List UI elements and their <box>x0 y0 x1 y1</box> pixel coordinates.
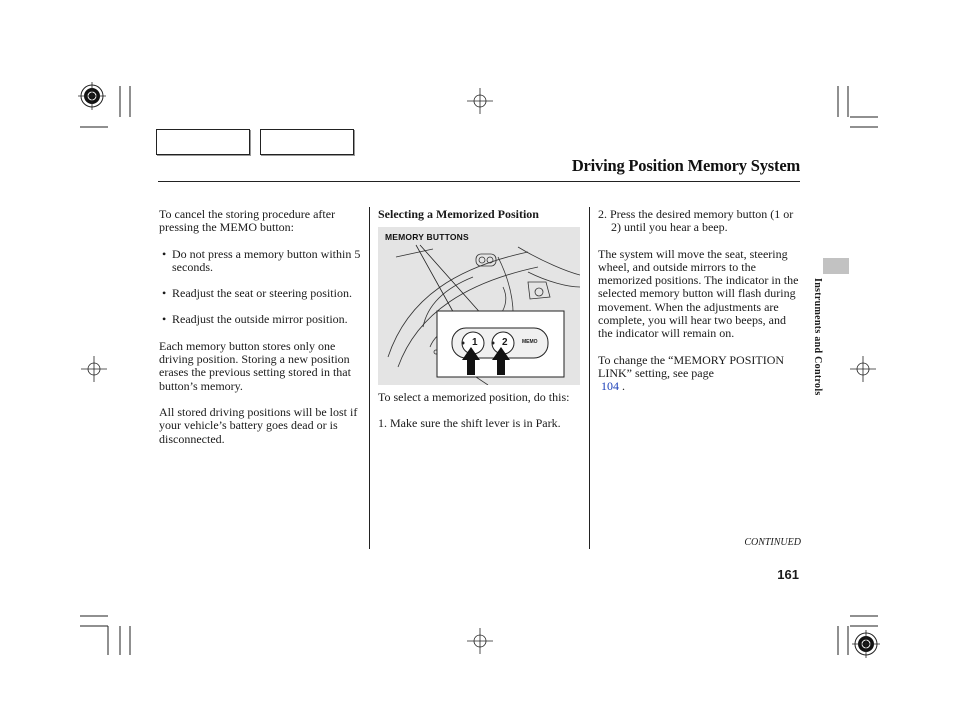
section-name: Instruments and Controls <box>812 278 823 396</box>
link-setting-end: . <box>622 379 625 394</box>
nav-tab-box-2[interactable] <box>260 129 354 155</box>
memory-buttons-figure <box>378 227 580 385</box>
memory-button-1[interactable]: 1 <box>472 337 478 348</box>
continued-label: CONTINUED <box>744 537 801 548</box>
section-tab <box>823 258 849 274</box>
step-2: 2. Press the desired memory button (1 or 2) until you hear a beep. <box>598 207 794 235</box>
list-item: • Readjust the seat or steering position. <box>159 287 363 300</box>
paragraph: The system will move the seat, steering wheel, and outside mirrors to the memorized positions. The indicator in the selected memory button will flash during movement. When the adjustments are complete, you will hear two beeps, and the indicator will remain on. <box>598 246 799 341</box>
memory-button-2[interactable]: 2 <box>502 337 508 348</box>
crosshair-icon <box>81 356 107 382</box>
column-2 <box>378 208 582 221</box>
step-1: 1. Make sure the shift lever is in Park. <box>378 416 561 431</box>
figure-label: MEMORY BUTTONS <box>385 232 469 242</box>
paragraph-link-setting <box>598 354 802 394</box>
title-rule <box>158 181 800 182</box>
select-intro: To select a memorized position, do this: <box>378 390 570 404</box>
door-panel-illustration <box>378 227 580 385</box>
column-divider <box>589 207 590 549</box>
cancel-intro: To cancel the storing procedure after pressing the MEMO button: <box>159 207 336 235</box>
column-1 <box>159 208 363 446</box>
list-item: • Do not press a memory button within 5 seconds. <box>159 248 363 275</box>
nav-tab-box-1[interactable] <box>156 129 250 155</box>
link-setting-text: To change the “MEMORY POSITION LINK” setting, see page <box>598 352 785 380</box>
page-number: 161 <box>777 567 799 582</box>
section-side-label <box>809 278 823 408</box>
memo-button[interactable]: MEMO <box>522 339 538 345</box>
crosshair-icon <box>467 88 493 114</box>
page-link-104[interactable]: 104 <box>601 379 619 394</box>
registration-target-icon <box>852 630 880 658</box>
column-2-lower <box>378 391 582 431</box>
registration-target-icon <box>78 82 106 110</box>
crosshair-icon <box>467 628 493 654</box>
section-heading: Selecting a Memorized Position <box>378 207 539 221</box>
crosshair-icon <box>850 356 876 382</box>
column-divider <box>369 207 370 549</box>
paragraph: Each memory button stores only one driving position. Storing a new position erases the previous setting stored in that button’s memory. <box>159 338 351 393</box>
paragraph: All stored driving positions will be lost if your vehicle’s battery goes dead or is disconnected. <box>159 404 358 446</box>
column-3 <box>598 208 802 394</box>
page-title: Driving Position Memory System <box>571 156 800 175</box>
list-item: • Readjust the outside mirror position. <box>159 313 363 326</box>
